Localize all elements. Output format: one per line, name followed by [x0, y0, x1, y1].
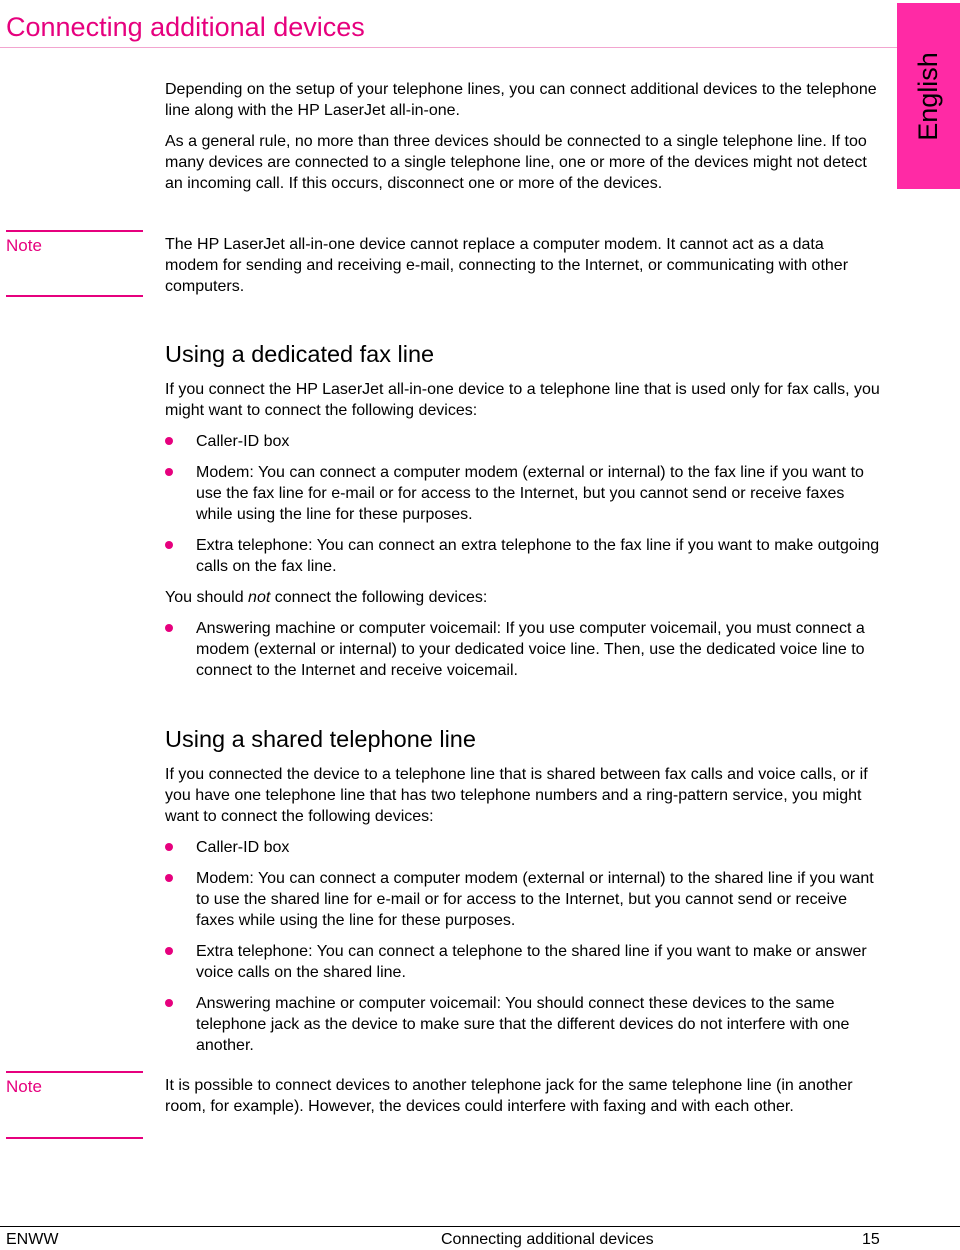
bullet-icon — [165, 437, 173, 445]
bullet-icon — [165, 947, 173, 955]
list-item-term: Extra telephone: — [196, 537, 313, 554]
intro-section — [165, 79, 880, 204]
should-not-emphasis: not — [248, 589, 271, 606]
should-not-post: connect the following devices: — [270, 589, 488, 606]
should-not-paragraph — [165, 587, 880, 608]
list-item — [165, 535, 880, 577]
section-heading-dedicated: Using a dedicated fax line — [165, 341, 435, 367]
list-item-text: You can connect an extra telephone to the fax line if you want to make outgoing calls on the fax line. — [196, 537, 880, 575]
bullet-icon — [165, 999, 173, 1007]
should-not-pre: You should — [165, 589, 249, 606]
intro-paragraph-2: As a general rule, no more than three devices should be connected to a single telephone line. If too many devices are connected to a single telephone line, one or more of the devices might not detect an incoming call. If this occurs, disconnect one or more of the devices. — [165, 133, 867, 192]
shared-intro: If you connected the device to a telephone line that is shared between fax calls and voice calls, or if you have one telephone line that has two telephone numbers and a ring-pattern service, you might want to connect the following devices: — [165, 766, 868, 825]
list-item-term: Modem: — [196, 870, 254, 887]
list-item-term: Answering machine or computer voicemail: — [196, 995, 502, 1012]
page-number: 15 — [862, 1231, 880, 1248]
list-item — [165, 462, 880, 525]
list-item-text: You can connect a computer modem (external or internal) to the fax line if you want to use the fax line for e-mail or for access to the Internet, but you cannot send or receive faxes while using the line for these purposes. — [196, 464, 864, 523]
list-item — [165, 618, 880, 681]
language-tab-label: English — [913, 51, 943, 141]
list-item — [165, 941, 880, 983]
bullet-icon — [165, 843, 173, 851]
shared-section — [165, 764, 880, 1066]
list-item-term: Extra telephone: — [196, 943, 313, 960]
list-item-text: You can connect a computer modem (external or internal) to the shared line if you want to use the shared line for e-mail or for access to the Internet, but you cannot send or receive faxes while using the line for these purposes. — [196, 870, 874, 929]
intro-paragraph-1: Depending on the setup of your telephone lines, you can connect additional devices to the telephone line along with the HP LaserJet all-in-one. — [165, 81, 877, 119]
bullet-icon — [165, 541, 173, 549]
dedicated-intro: If you connect the HP LaserJet all-in-one device to a telephone line that is used only for fax calls, you might want to connect the following devices: — [165, 381, 880, 419]
avoid-list — [165, 618, 880, 681]
list-item — [165, 868, 880, 931]
list-item-term: Caller-ID box — [196, 839, 290, 856]
section-heading-shared: Using a shared telephone line — [165, 726, 476, 752]
note-rule-top — [6, 230, 143, 232]
list-item-term: Modem: — [196, 464, 254, 481]
footer-divider — [0, 1226, 960, 1227]
list-item-text: You should connect these devices to the same telephone jack as the device to make sure that the different devices do not interfere with one another. — [196, 995, 850, 1054]
list-item-term: Answering machine or computer voicemail: — [196, 620, 502, 637]
bullet-icon — [165, 468, 173, 476]
bullet-icon — [165, 874, 173, 882]
list-item — [165, 837, 880, 858]
note-label: Note — [6, 1077, 42, 1096]
note-text: The HP LaserJet all-in-one device cannot replace a computer modem. It cannot act as a data modem for sending and receiving e-mail, connecting to the Internet, or communicating with other computers. — [165, 236, 849, 295]
note-label: Note — [6, 236, 42, 255]
list-item — [165, 993, 880, 1056]
list-item-text: If you use computer voicemail, you must connect a modem (external or internal) to your dedicated voice line. Then, use the dedicated voice line to connect to the Internet and receive voicemail. — [196, 620, 865, 679]
language-tab — [897, 3, 960, 189]
note-rule-bottom — [6, 295, 143, 297]
footer-left: ENWW — [6, 1231, 59, 1248]
page-title: Connecting additional devices — [6, 12, 365, 42]
note-rule-bottom — [6, 1137, 143, 1139]
note-rule-top — [6, 1071, 143, 1073]
list-item — [165, 431, 880, 452]
dedicated-section — [165, 379, 880, 691]
shared-list — [165, 837, 880, 1056]
bullet-icon — [165, 624, 173, 632]
footer-center: Connecting additional devices — [441, 1231, 654, 1248]
list-item-text: You can connect a telephone to the shared line if you want to make or answer voice calls on the shared line. — [196, 943, 867, 981]
dedicated-list — [165, 431, 880, 577]
note-text: It is possible to connect devices to another telephone jack for the same telephone line (in another room, for example). However, the devices could interfere with faxing and with each other. — [165, 1077, 853, 1115]
title-divider — [0, 47, 960, 48]
list-item-term: Caller-ID box — [196, 433, 290, 450]
